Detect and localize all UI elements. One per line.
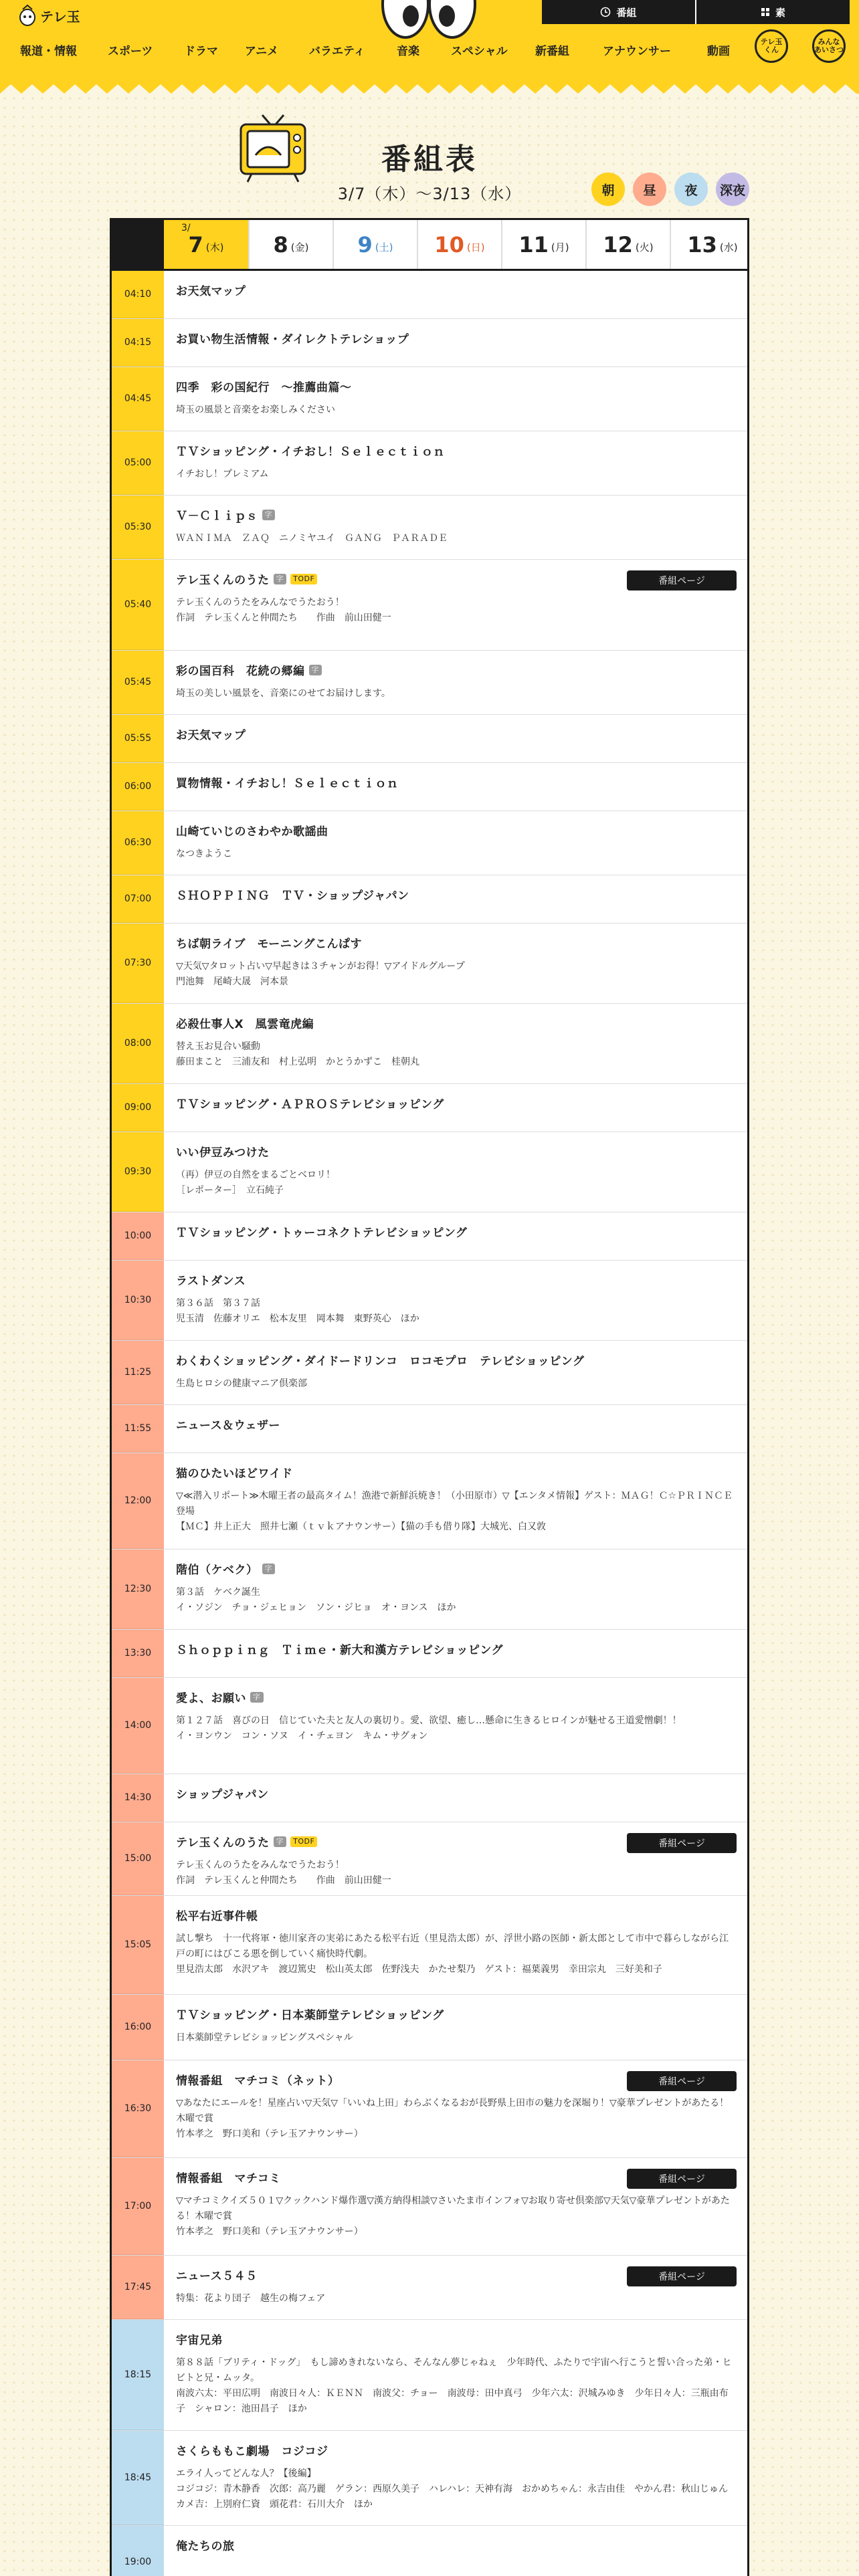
program-description-line: 作詞 テレ玉くんと仲間たち 作曲 前山田健一 bbox=[176, 613, 391, 623]
program-info bbox=[164, 715, 747, 762]
program-info bbox=[164, 1630, 747, 1677]
site-logo[interactable] bbox=[19, 4, 80, 27]
program-title[interactable]: 必殺仕事人Ⅹ 風雲竜虎編 bbox=[176, 1018, 314, 1031]
nav-item-4[interactable]: バラエティ bbox=[309, 45, 365, 58]
program-time: 14:30 bbox=[112, 1774, 164, 1822]
program-row bbox=[112, 271, 747, 319]
program-info bbox=[164, 1896, 747, 1994]
program-title-line bbox=[176, 1416, 737, 1432]
program-description bbox=[176, 2355, 737, 2417]
program-time: 12:30 bbox=[112, 1549, 164, 1629]
program-description-line: 日本薬師堂テレビショッピングスペシャル bbox=[176, 2032, 353, 2043]
date-tab-weekday: (木) bbox=[205, 241, 224, 253]
program-row bbox=[112, 1678, 747, 1774]
program-time: 05:00 bbox=[112, 431, 164, 495]
program-row bbox=[112, 875, 747, 924]
program-time: 04:10 bbox=[112, 271, 164, 318]
program-description-line: 竹本孝之 野口美和（テレ玉アナウンサー） bbox=[176, 2129, 363, 2139]
subtitle-badge: 字 bbox=[274, 574, 287, 584]
program-info bbox=[164, 496, 747, 559]
program-row bbox=[112, 924, 747, 1004]
program-title[interactable]: 猫のひたいほどワイド bbox=[176, 1467, 293, 1481]
todf-badge: TODF bbox=[290, 574, 317, 584]
program-title[interactable]: 愛よ、お願い bbox=[176, 1692, 246, 1705]
nav-item-5[interactable]: 音楽 bbox=[397, 45, 419, 58]
program-title-line bbox=[176, 1689, 737, 1705]
time-of-day-button-2[interactable]: 夜 bbox=[674, 173, 708, 206]
date-tab-6[interactable] bbox=[670, 220, 749, 269]
date-tab-day: 13 bbox=[687, 231, 717, 257]
program-title-line bbox=[176, 2331, 737, 2347]
program-time: 18:45 bbox=[112, 2431, 164, 2525]
program-title[interactable]: 階伯（ケベク） bbox=[176, 1564, 258, 1577]
program-description-line: 第３話 ケベク誕生 bbox=[176, 1587, 260, 1598]
date-tab-4[interactable] bbox=[501, 220, 585, 269]
program-info bbox=[164, 1405, 747, 1453]
program-title-line bbox=[176, 1271, 737, 1288]
program-row bbox=[112, 1822, 747, 1896]
program-title-line bbox=[176, 726, 737, 742]
program-title-line bbox=[176, 1907, 737, 1923]
nav-item-7[interactable]: 新番組 bbox=[535, 45, 569, 58]
program-title[interactable]: ＳＨＯＰＰＩＮＧ ＴＶ・ショップジャパン bbox=[176, 889, 409, 903]
program-time: 07:30 bbox=[112, 924, 164, 1003]
program-info bbox=[164, 367, 747, 431]
program-row bbox=[112, 1630, 747, 1678]
todf-badge: TODF bbox=[290, 1836, 317, 1847]
program-time: 05:40 bbox=[112, 560, 164, 650]
program-row bbox=[112, 763, 747, 811]
program-row bbox=[112, 1453, 747, 1549]
program-row bbox=[112, 1212, 747, 1261]
program-info bbox=[164, 271, 747, 318]
program-time: 14:00 bbox=[112, 1678, 164, 1774]
program-description-line: テレ玉くんのうたをみんなでうたおう！ bbox=[176, 597, 345, 608]
program-description-line: エライ人ってどんな人？【後編】 bbox=[176, 2468, 316, 2479]
program-description-line: 第１２７話 喜びの日 信じていた夫と友人の裏切り。愛、欲望、癒し…懸命に生きるヒロインが魅せる王道愛憎劇！！ bbox=[176, 1715, 682, 1726]
nav-item-0[interactable]: 報道・情報 bbox=[20, 45, 77, 58]
program-title-line bbox=[176, 2442, 737, 2458]
program-title-line bbox=[176, 1560, 737, 1577]
program-title-line bbox=[176, 1352, 737, 1368]
program-description-line: ▽天気▽タロット占い▽早起きは３チャンがお得！▽アイドルグループ bbox=[176, 961, 465, 972]
program-title[interactable]: 松平右近事件帳 bbox=[176, 1910, 258, 1923]
program-info bbox=[164, 1549, 747, 1629]
nav-item-9[interactable]: 動画 bbox=[707, 45, 730, 58]
program-description bbox=[176, 403, 737, 418]
program-title[interactable]: Ｖ－Ｃｌｉｐｓ bbox=[176, 510, 258, 523]
program-title-line bbox=[176, 1464, 737, 1481]
program-title[interactable]: ラストダンス bbox=[176, 1275, 246, 1288]
program-info bbox=[164, 924, 747, 1003]
program-info bbox=[164, 2526, 747, 2576]
program-time: 17:45 bbox=[112, 2256, 164, 2319]
nav-item-6[interactable]: スペシャル bbox=[451, 45, 508, 58]
program-title[interactable]: お天気マップ bbox=[176, 729, 246, 742]
date-tab-0[interactable] bbox=[164, 220, 248, 269]
program-description bbox=[176, 2291, 737, 2306]
program-description-line: 【ＭＣ】井上正大 照井七瀬（ｔｖｋアナウンサー）【猫の手も借り隊】大城光、白又敦 bbox=[176, 1521, 546, 1532]
program-description bbox=[176, 1376, 737, 1392]
program-time: 11:55 bbox=[112, 1405, 164, 1453]
program-description-line: なつきようこ bbox=[176, 849, 232, 859]
date-tabs bbox=[112, 220, 747, 271]
date-tab-day: 10 bbox=[434, 231, 464, 257]
round-button-label-1: みんな あいさつ bbox=[814, 37, 844, 54]
program-description-line: 埼玉の美しい風景を、音楽にのせてお届けします。 bbox=[176, 688, 391, 699]
date-range: 3/7（木）～3/13（水） bbox=[337, 185, 522, 203]
program-info bbox=[164, 875, 747, 923]
program-time: 15:05 bbox=[112, 1896, 164, 1994]
program-time: 15:00 bbox=[112, 1822, 164, 1895]
program-title[interactable]: ＴＶショッピング・イチおし！Ｓｅｌｅｃｔｉｏｎ bbox=[176, 445, 445, 459]
program-info bbox=[164, 319, 747, 366]
title-area bbox=[0, 107, 859, 221]
program-description-line: 里見浩太郎 水沢アキ 渡辺篤史 松山英太郎 佐野浅夫 かたせ梨乃 ゲスト：福葉義男 幸田宗丸 三好美和子 bbox=[176, 1964, 662, 1975]
program-description-line: 第３６話 第３７話 bbox=[176, 1298, 260, 1309]
program-row bbox=[112, 367, 747, 431]
program-info bbox=[164, 1453, 747, 1549]
time-of-day-button-1[interactable]: 昼 bbox=[633, 173, 666, 206]
program-time: 06:30 bbox=[112, 811, 164, 875]
program-row bbox=[112, 1549, 747, 1630]
program-row bbox=[112, 1084, 747, 1132]
program-info bbox=[164, 1212, 747, 1260]
program-row bbox=[112, 1405, 747, 1453]
program-description bbox=[176, 686, 737, 702]
date-tab-5[interactable] bbox=[585, 220, 670, 269]
program-row bbox=[112, 560, 747, 651]
material-link[interactable] bbox=[695, 0, 850, 24]
program-time: 09:00 bbox=[112, 1084, 164, 1132]
program-row bbox=[112, 496, 747, 560]
program-time: 07:00 bbox=[112, 875, 164, 923]
program-description bbox=[176, 595, 737, 626]
program-description-line: イチおし！プレミアム bbox=[176, 469, 269, 479]
program-title-line bbox=[176, 774, 737, 790]
program-info bbox=[164, 431, 747, 495]
subtitle-badge: 字 bbox=[250, 1692, 264, 1703]
date-tab-3[interactable] bbox=[417, 220, 501, 269]
program-time: 05:30 bbox=[112, 496, 164, 559]
program-title[interactable]: ニュース５４５ bbox=[176, 2270, 258, 2283]
date-tab-weekday: (土) bbox=[375, 241, 393, 253]
program-page-button[interactable]: 番組ページ bbox=[627, 2071, 737, 2091]
program-row bbox=[112, 2431, 747, 2526]
program-description bbox=[176, 531, 737, 546]
program-description bbox=[176, 1585, 737, 1616]
program-description-line: 児玉清 佐藤オリエ 松本友里 岡本舞 東野英心 ほか bbox=[176, 1313, 419, 1324]
program-description-line: コジコジ：青木静香 次郎：高乃麗 ゲラン：西原久美子 ハレハレ：天神有海 おかめちゃん：永吉由佳 やかん君：秋山じゅん カメ吉：上別府仁資 頭花君：石川大介 ほか bbox=[176, 2484, 738, 2510]
date-tab-day: 7 bbox=[188, 231, 203, 257]
program-description-line: イ・ソジン チョ・ジェヒョン ソン・ジヒョ オ・ヨンス ほか bbox=[176, 1602, 456, 1613]
program-title-line bbox=[176, 1095, 737, 1111]
program-title-line bbox=[176, 1785, 737, 1802]
program-info bbox=[164, 811, 747, 875]
program-description-line: 試し撃ち 十一代将軍・徳川家斉の実弟にあたる松平右近（里見浩太郎）が、浮世小路の医師・新太郎として市中で暮らしながら江戸の町にはびこる悪を倒していく痛快時代劇。 bbox=[176, 1933, 729, 1959]
date-tab-2[interactable] bbox=[332, 220, 417, 269]
program-description-line: 生島ヒロシの健康マニア倶楽部 bbox=[176, 1378, 307, 1389]
subtitle-badge: 字 bbox=[309, 665, 322, 675]
program-page-button[interactable]: 番組ページ bbox=[627, 2266, 737, 2286]
greeting-round-button[interactable] bbox=[812, 29, 846, 63]
program-description-line: 作詞 テレ玉くんと仲間たち 作曲 前山田健一 bbox=[176, 1875, 391, 1886]
program-info bbox=[164, 763, 747, 811]
program-title[interactable]: 買物情報・イチおし！Ｓｅｌｅｃｔｉｏｎ bbox=[176, 777, 399, 790]
program-title-line bbox=[176, 378, 737, 395]
program-description-line: ▽あなたにエールを！星座占い▽天気▽「いいね上田」わらぶくなるおが長野県上田市の魅力を深堀り！▽豪華プレゼントがあたる！木曜で賞 bbox=[176, 2098, 729, 2124]
program-info bbox=[164, 560, 747, 650]
program-row bbox=[112, 651, 747, 715]
nav-item-1[interactable]: スポーツ bbox=[108, 45, 153, 58]
date-tab-weekday: (月) bbox=[551, 241, 569, 253]
program-title[interactable]: 彩の国百科 花続の郷編 bbox=[176, 665, 305, 678]
program-title-line bbox=[176, 886, 737, 903]
program-info bbox=[164, 1132, 747, 1212]
program-info bbox=[164, 2060, 747, 2157]
program-description-line: 藤田まこと 三浦友和 村上弘明 かとうかずこ 桂朝丸 bbox=[176, 1057, 419, 1067]
nav-item-3[interactable]: アニメ bbox=[245, 45, 279, 58]
topbar-label-0: 番組 bbox=[616, 6, 637, 19]
topbar bbox=[542, 0, 850, 24]
program-description-line: 門池舞 尾崎大晟 河本景 bbox=[176, 976, 288, 987]
program-title[interactable]: ＴＶショッピング・ＡＰＲＯＳテレビショッピング bbox=[176, 1098, 444, 1111]
program-description-line: 竹本孝之 野口美和（テレ玉アナウンサー） bbox=[176, 2226, 363, 2237]
program-description bbox=[176, 959, 737, 990]
program-info bbox=[164, 1995, 747, 2060]
program-description-line: イ・ヨンウン コン・ソヌ イ・チェヨン キム・サグォン bbox=[176, 1731, 428, 1741]
program-title-line bbox=[176, 1014, 737, 1031]
program-row bbox=[112, 811, 747, 875]
clock-icon bbox=[600, 7, 611, 17]
logo-text: テレ玉 bbox=[40, 8, 80, 25]
program-info bbox=[164, 1084, 747, 1132]
program-row bbox=[112, 1896, 747, 1995]
program-title[interactable]: 山崎ていじのさわやか歌謡曲 bbox=[176, 825, 328, 839]
program-info bbox=[164, 1774, 747, 1822]
program-description-line: ［レポーター］ 立石純子 bbox=[176, 1185, 284, 1196]
subtitle-badge: 字 bbox=[262, 1564, 276, 1574]
program-title-line bbox=[176, 661, 737, 678]
program-description bbox=[176, 1168, 737, 1198]
program-table bbox=[110, 218, 749, 2576]
program-info bbox=[164, 651, 747, 714]
time-of-day-button-3[interactable]: 深夜 bbox=[716, 173, 749, 206]
program-title[interactable]: 情報番組 マチコミ（ネット） bbox=[176, 2074, 340, 2088]
program-info bbox=[164, 1822, 747, 1895]
program-row bbox=[112, 2256, 747, 2320]
program-title[interactable]: 情報番組 マチコミ bbox=[176, 2172, 281, 2185]
program-row bbox=[112, 2526, 747, 2576]
date-tab-weekday: (火) bbox=[635, 241, 654, 253]
program-title-line bbox=[176, 2006, 737, 2022]
program-description bbox=[176, 1713, 737, 1744]
subtitle-badge: 字 bbox=[262, 510, 276, 520]
date-tab-weekday: (日) bbox=[466, 241, 485, 253]
program-time: 10:30 bbox=[112, 1261, 164, 1340]
site-header bbox=[0, 0, 859, 94]
date-tab-day: 11 bbox=[518, 231, 549, 257]
program-title-line bbox=[176, 442, 737, 459]
date-tab-day: 12 bbox=[603, 231, 633, 257]
program-title[interactable]: さくらももこ劇場 コジコジ bbox=[176, 2445, 328, 2458]
date-tab-day: 8 bbox=[273, 231, 288, 257]
program-info bbox=[164, 2320, 747, 2430]
program-time: 13:30 bbox=[112, 1630, 164, 1677]
program-title-line bbox=[176, 822, 737, 839]
program-title[interactable]: ＴＶショッピング・トゥーコネクトテレビショッピング bbox=[176, 1226, 468, 1240]
program-time: 10:00 bbox=[112, 1212, 164, 1260]
date-tab-day: 9 bbox=[357, 231, 373, 257]
program-description-line: ▽マチコミクイズ５０１▽クックハンド爆作選▽漢方納得相談▽さいたま市インフォ▽お取り寄せ倶楽部▽天気▽豪華プレゼントがあたる！木曜で賞 bbox=[176, 2195, 730, 2222]
program-description-line: 替え玉お見合い騒動 bbox=[176, 1041, 260, 1052]
program-time: 16:00 bbox=[112, 1995, 164, 2060]
program-info bbox=[164, 1678, 747, 1774]
program-row bbox=[112, 1341, 747, 1405]
program-title[interactable]: お買い物生活情報・ダイレクトテレショップ bbox=[176, 333, 409, 346]
program-time: 18:15 bbox=[112, 2320, 164, 2430]
program-title-line bbox=[176, 1223, 737, 1240]
topbar-label-1: 素 bbox=[775, 6, 785, 19]
nav-item-2[interactable]: ドラマ bbox=[184, 45, 218, 58]
program-time: 11:25 bbox=[112, 1341, 164, 1404]
program-description bbox=[176, 1296, 737, 1327]
date-tabs-corner bbox=[112, 220, 164, 269]
program-description bbox=[176, 1489, 742, 1535]
date-tab-1[interactable] bbox=[248, 220, 332, 269]
program-row bbox=[112, 319, 747, 367]
program-time: 05:45 bbox=[112, 651, 164, 714]
program-description bbox=[176, 467, 737, 482]
program-title[interactable]: お天気マップ bbox=[176, 285, 246, 298]
page-title: 番組表 bbox=[381, 142, 478, 177]
program-time: 05:55 bbox=[112, 715, 164, 762]
date-tab-weekday: (金) bbox=[290, 241, 309, 253]
program-description-line: 埼玉の風景と音楽をお楽しみください bbox=[176, 405, 335, 415]
program-title-line bbox=[176, 1143, 737, 1160]
mascot-round-button[interactable] bbox=[755, 29, 788, 63]
program-description-line: 第８８話「ブリティ・ドッグ」 もし諦めきれないなら、そんなん夢じゃねぇ 少年時代、ふたりで宇宙へ行こうと誓い合った弟・ヒビトと兄・ムッタ。 bbox=[176, 2357, 732, 2383]
program-row bbox=[112, 1132, 747, 1212]
program-info bbox=[164, 1261, 747, 1340]
program-description-line: 特集：花より団子 越生の梅フェア bbox=[176, 2293, 326, 2304]
program-title[interactable]: テレ玉くんのうた bbox=[176, 1836, 270, 1850]
program-title[interactable]: ニュース＆ウェザー bbox=[176, 1419, 280, 1432]
program-title-line bbox=[176, 2537, 737, 2553]
zigzag-divider bbox=[0, 83, 859, 94]
program-title-line bbox=[176, 934, 737, 951]
program-title-line bbox=[176, 506, 737, 523]
program-page-button[interactable]: 番組ページ bbox=[627, 1833, 737, 1853]
program-row bbox=[112, 431, 747, 496]
program-description bbox=[176, 847, 737, 862]
program-list bbox=[112, 271, 747, 2576]
program-row bbox=[112, 715, 747, 763]
program-info bbox=[164, 2158, 747, 2255]
program-title[interactable]: ショップジャパン bbox=[176, 1788, 269, 1802]
program-description bbox=[176, 2193, 737, 2240]
program-title[interactable]: 宇宙兄弟 bbox=[176, 2334, 223, 2347]
program-time: 06:00 bbox=[112, 763, 164, 811]
program-title[interactable]: Ｓｈｏｐｐｉｎｇ Ｔｉｍｅ・新大和漢方テレビショッピング bbox=[176, 1644, 503, 1657]
program-description bbox=[176, 1039, 737, 1070]
program-row bbox=[112, 1261, 747, 1341]
program-time: 19:00 bbox=[112, 2526, 164, 2576]
program-description bbox=[176, 2030, 737, 2046]
program-page-button[interactable]: 番組ページ bbox=[627, 570, 737, 591]
round-button-label-0: テレ玉 くん bbox=[760, 37, 783, 54]
program-title[interactable]: ＴＶショッピング・日本薬師堂テレビショッピング bbox=[176, 2009, 444, 2022]
program-title[interactable]: ちば朝ライブ モーニングこんぱす bbox=[176, 938, 362, 951]
program-title[interactable]: わくわくショッピング・ダイドードリンコ ロコモプロ テレビショッピング bbox=[176, 1355, 585, 1368]
time-of-day-button-0[interactable]: 朝 bbox=[591, 173, 625, 206]
program-guide-link[interactable] bbox=[542, 0, 695, 24]
program-page-button[interactable]: 番組ページ bbox=[627, 2169, 737, 2189]
program-row bbox=[112, 2060, 747, 2158]
program-info bbox=[164, 2431, 747, 2525]
date-tab-weekday: (水) bbox=[719, 241, 738, 253]
program-description-line: （再）伊豆の自然をまるごとベロリ！ bbox=[176, 1170, 335, 1180]
program-time: 04:45 bbox=[112, 367, 164, 431]
program-time: 08:00 bbox=[112, 1004, 164, 1083]
program-description-line: ＷＡＮＩＭＡ ＺＡＱ ニノミヤユイ ＧＡＮＧ ＰＡＲＡＤＥ bbox=[176, 533, 448, 544]
subtitle-badge: 字 bbox=[274, 1836, 287, 1847]
program-title[interactable]: いい伊豆みつけた bbox=[176, 1146, 270, 1160]
nav-item-8[interactable]: アナウンサー bbox=[603, 45, 671, 58]
program-time: 17:00 bbox=[112, 2158, 164, 2255]
program-title[interactable]: 四季 彩の国紀行 ～推薦曲篇～ bbox=[176, 381, 352, 395]
program-row bbox=[112, 2158, 747, 2256]
program-row bbox=[112, 1004, 747, 1084]
date-tab-month: 3/ bbox=[181, 223, 191, 233]
program-info bbox=[164, 1004, 747, 1083]
program-description-line: ▽≪潜入リポート≫木曜王者の最高タイム！漁港で新鮮浜焼き！（小田原市）▽【エンタメ情報】ゲスト：ＭＡＧ！Ｃ☆ＰＲＩＮＣＥ 登場 bbox=[176, 1491, 742, 1517]
tv-mascot-icon bbox=[19, 4, 36, 27]
program-description bbox=[176, 2466, 737, 2512]
program-row bbox=[112, 1774, 747, 1822]
program-info bbox=[164, 1341, 747, 1404]
program-description bbox=[176, 1858, 737, 1889]
program-time: 04:15 bbox=[112, 319, 164, 366]
program-time: 16:30 bbox=[112, 2060, 164, 2157]
program-description bbox=[176, 2096, 737, 2142]
program-description-line: テレ玉くんのうたをみんなでうたおう！ bbox=[176, 1860, 345, 1870]
program-time: 09:30 bbox=[112, 1132, 164, 1212]
program-title[interactable]: 俺たちの旅 bbox=[176, 2540, 235, 2553]
program-title-line bbox=[176, 330, 737, 346]
program-description bbox=[176, 1931, 737, 1977]
program-info bbox=[164, 2256, 747, 2319]
program-title-line bbox=[176, 282, 737, 298]
program-title[interactable]: テレ玉くんのうた bbox=[176, 574, 270, 587]
mascot-eyes-icon bbox=[379, 0, 479, 41]
grid-icon bbox=[761, 7, 770, 17]
program-row bbox=[112, 1995, 747, 2060]
program-row bbox=[112, 2320, 747, 2431]
program-description-line: 南波六太：平田広明 南波日々人：ＫＥＮＮ 南波父：チョー 南波母：田中真弓 少年六太：沢城みゆき 少年日々人：三瓶由布子 シャロン：池田昌子 ほか bbox=[176, 2388, 729, 2414]
program-time: 12:00 bbox=[112, 1453, 164, 1549]
program-title-line bbox=[176, 1640, 737, 1657]
